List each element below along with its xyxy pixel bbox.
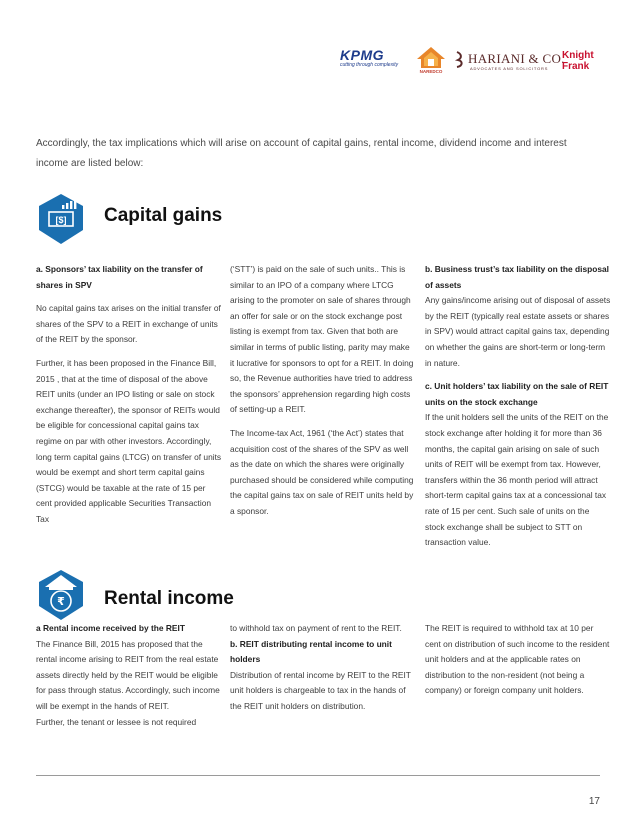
- capital-gains-c-para: If the unit holders sell the units of the REIT on the stock exchange after holding it for more than 36 months, the capital gain arising on sale of such units of REIT will be exempt from tax. However, transfers within the 36 month period will attract short-term capital gains tax at a concessional tax rate of 15 per cent. Such sale of units on the stock exchange shall be subject to STT on transaction value.: [425, 412, 609, 548]
- capital-gains-b-para: Any gains/income arising out of disposal of assets by the REIT (typically real estate assets or shares in SPV) would attract capital gains tax, depending on whether the gains are short-term or long-term in nature.: [425, 295, 611, 368]
- capital-gains-a-para2: Further, it has been proposed in the Finance Bill, 2015 , that at the time of disposal of the above REIT units (under an IPO listing or sale on stock exchange thereafter), the sponsor of REITs would be eligible for concessional capital gains tax regime on par with other investors. Accordingly, long term capital gains (LTCG) on transfer of units would be exempt and short term capital gains (STCG) would be taxable at the rate of 15 per cent provided applicable Securities Transaction Tax: [36, 357, 222, 524]
- capital-gains-col3: [425, 262, 611, 551]
- rental-income-col1: [36, 621, 222, 730]
- capital-gains-icon: [36, 192, 86, 246]
- knight-frank-logo: [562, 50, 602, 76]
- header-logos: [340, 46, 600, 78]
- hariani-subtitle: ADVOCATES AND SOLICITORS: [470, 66, 549, 71]
- capital-gains-a-para1: No capital gains tax arises on the initial transfer of shares of the SPV to a REIT in exchange of units of the REIT by the sponsor.: [36, 303, 221, 345]
- naredco-label: NAREDCO: [419, 69, 443, 74]
- rental-income-a-para2: Further, the tenant or lessee is not required: [36, 716, 197, 727]
- page-number: 17: [588, 796, 600, 807]
- capital-gains-col2-para2: The Income-tax Act, 1961 (‘the Act’) states that acquisition cost of the shares of the SPV as well as the date on which the shares were originally purchased should be considered while computing the capital gains tax on sale of REIT units held by a sponsor.: [230, 427, 414, 516]
- rental-income-icon: [36, 568, 86, 622]
- house-logo-icon: [414, 46, 448, 70]
- knight-frank-line1: Knight: [562, 50, 594, 61]
- rental-income-col3-para1: The REIT is required to withhold tax at 10 per cent on distribution of such income to the resident unit holders and at the applicable rates on distribution to the non-resident (not being a company) or foreign company unit holders.: [425, 623, 610, 696]
- capital-gains-heading-a: a. Sponsors’ tax liability on the transfer of shares in SPV: [36, 264, 203, 290]
- rental-income-title: Rental income: [104, 588, 234, 609]
- naredco-logo: [414, 46, 448, 76]
- capital-gains-heading-c: c. Unit holders’ tax liability on the sale of REIT units on the stock exchange: [425, 381, 609, 407]
- intro-paragraph: Accordingly, the tax implications which will arise on account of capital gains, rental income, dividend income and interest income are listed below:: [36, 138, 567, 169]
- hariani-logo: [454, 50, 565, 76]
- footer-rule: [36, 775, 600, 776]
- capital-gains-icon-caption: [$]: [55, 215, 67, 225]
- kpmg-tagline: cutting through complexity: [340, 62, 399, 68]
- rental-income-col2-para1: to withhold tax on payment of rent to the REIT.: [230, 623, 402, 633]
- rental-income-a-para1: The Finance Bill, 2015 has proposed that the rental income arising to REIT from the real estate assets directly held by the REIT would be eligible for pass through status. Accordingly, such income will be exempt in the hands of REIT.: [36, 638, 220, 711]
- hariani-mark-icon: [454, 50, 466, 68]
- rental-income-heading-b: b. REIT distributing rental income to unit holders: [230, 638, 392, 665]
- rental-income-b-para: Distribution of rental income by REIT to the REIT unit holders is chargeable to tax in the hands of the REIT unit holders on distribution.: [230, 669, 411, 711]
- hariani-wordmark: HARIANI & CO.: [468, 51, 565, 66]
- capital-gains-title: Capital gains: [104, 205, 223, 226]
- kpmg-wordmark: KPMG: [340, 47, 384, 63]
- capital-gains-col2-para1: (‘STT’) is paid on the sale of such units.. This is similar to an IPO of a company where LTCG arising to the promoter on sale of shares through an offer for sale or on the stock exchange post listing is exempt from tax. Given that both are similar in terms of public listing, parity may make it lucrative for sponsors to opt for a REIT. In doing so, the Revenue authorities have tried to address the sponsors’ apprehension regarding high costs of setting-up a REIT.: [230, 264, 414, 415]
- rental-income-col2: [230, 621, 416, 715]
- rental-income-col3: [425, 621, 611, 699]
- rental-income-heading-a: a Rental income received by the REIT: [36, 623, 185, 633]
- capital-gains-col2: [230, 262, 416, 528]
- capital-gains-heading-b: b. Business trust’s tax liability on the disposal of assets: [425, 264, 609, 290]
- knight-frank-line2: Frank: [562, 61, 590, 72]
- rupee-icon: ₹: [57, 595, 65, 608]
- capital-gains-col1: [36, 262, 222, 536]
- kpmg-logo: [340, 48, 402, 68]
